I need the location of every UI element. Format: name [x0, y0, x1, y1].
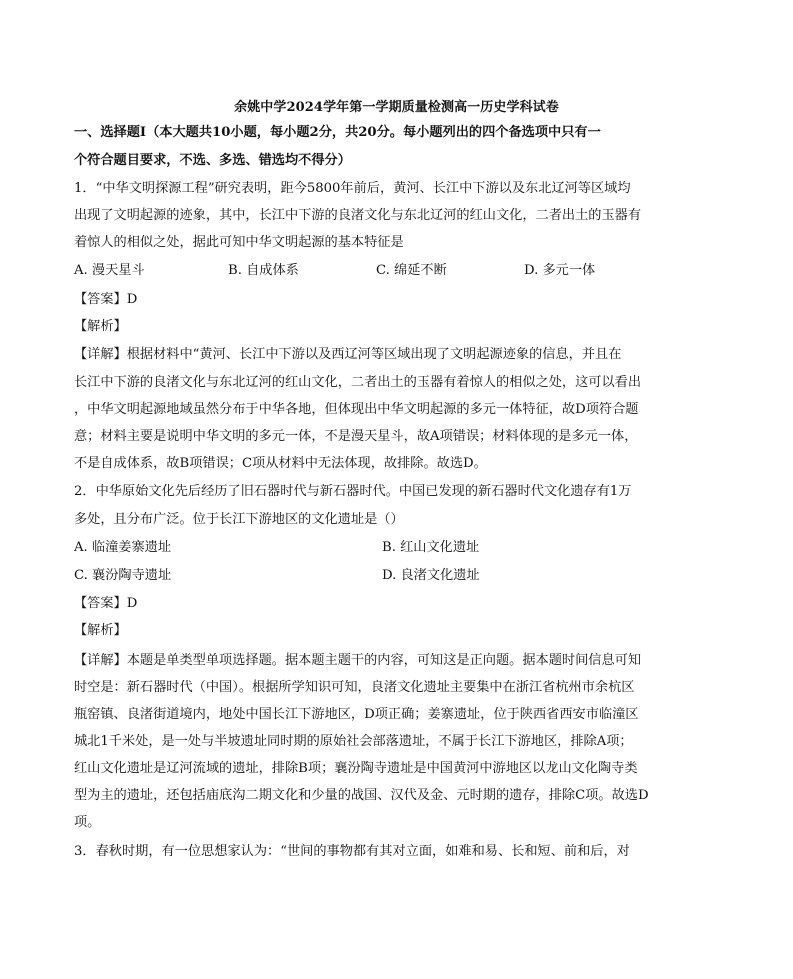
- q2-detail-line-6: 型为主的遗址，还包括庙底沟二期文化和少量的战国、汉代及金、元时期的遗存，排除C项。故选D: [74, 788, 649, 803]
- q2-option-c: C. 襄汾陶寺遗址: [74, 568, 172, 583]
- section-heading-line-2: 个符合题目要求，不选、多选、错选均不得分）: [74, 153, 351, 168]
- q2-detail-line-7: 项。: [74, 815, 101, 830]
- q1-option-a: A. 漫天星斗: [74, 263, 145, 278]
- q1-stem-line-3: 着惊人的相似之处，据此可知中华文明起源的基本特征是: [74, 235, 404, 250]
- q1-option-d: D. 多元一体: [524, 263, 596, 278]
- q1-stem-line-2: 出现了文明起源的迹象，其中，长江中下游的良渚文化与东北辽河的红山文化，二者出土的玉器有: [74, 208, 642, 223]
- q1-detail-line-4: 意；材料主要是说明中华文明的多元一体，不是漫天星斗，故A项错误；材料体现的是多元一体，: [74, 429, 638, 444]
- q2-stem-line-1: 2．中华原始文化先后经历了旧石器时代与新石器时代。中国已发现的新石器时代文化遗存有1万: [74, 484, 632, 499]
- q1-detail-line-2: 长江中下游的良渚文化与东北辽河的红山文化，二者出土的玉器有着惊人的相似之处，这可以看出: [74, 375, 642, 390]
- q1-detail-line-5: 不是自成体系，故B项错误；C项从材料中无法体现，故排除。故选D。: [74, 456, 487, 471]
- q2-option-b: B. 红山文化遗址: [382, 540, 480, 555]
- section-heading-line-1: 一、选择题Ⅰ（本大题共10小题，每小题2分，共20分。每小题列出的四个备选项中只有一: [74, 125, 601, 140]
- q2-detail-line-2: 时空是：新石器时代（中国）。根据所学知识可知，良渚文化遗址主要集中在浙江省杭州市余杭区: [74, 680, 635, 695]
- q1-analysis-label: 【解析】: [74, 319, 127, 334]
- q1-option-c: C. 绵延不断: [376, 263, 447, 278]
- q3-stem-line-1: 3．春秋时期，有一位思想家认为：“世间的事物都有其对立面，如难和易、长和短、前和后，对: [74, 844, 630, 859]
- q1-detail-line-1: 【详解】根据材料中“黄河、长江中下游以及西辽河等区域出现了文明起源迹象的信息，并且在: [74, 347, 622, 362]
- q1-option-b: B. 自成体系: [228, 263, 299, 278]
- q1-answer: 【答案】D: [74, 292, 138, 307]
- q2-detail-line-3: 瓶窑镇、良渚街道境内，地处中国长江下游地区，D项正确；姜寨遗址，位于陕西省西安市临潼区: [74, 707, 639, 722]
- q1-stem-line-1: 1．“中华文明探源工程”研究表明，距今5800年前后，黄河、长江中下游以及东北辽河等区域均: [74, 181, 631, 196]
- q2-detail-line-5: 红山文化遗址是辽河流域的遗址，排除B项；襄汾陶寺遗址是中国黄河中游地区以龙山文化陶寺类: [74, 761, 638, 776]
- q2-answer: 【答案】D: [74, 596, 138, 611]
- q2-detail-line-4: 城北1千米处，是一处与半坡遗址同时期的原始社会部落遗址，不属于长江下游地区，排除A项；: [74, 734, 633, 749]
- q2-detail-line-1: 【详解】本题是单类型单项选择题。据本题主题干的内容，可知这是正向题。据本题时间信息可知: [74, 653, 642, 668]
- q1-detail-line-3: ，中华文明起源地域虽然分布于中华各地，但体现出中华文明起源的多元一体特征，故D项符合题: [74, 402, 639, 417]
- q2-stem-line-2: 多处，且分布广泛。位于长江下游地区的文化遗址是（）: [74, 512, 404, 527]
- page-title: 余姚中学2024学年第一学期质量检测高一历史学科试卷: [234, 100, 559, 115]
- q2-option-a: A. 临潼姜寨遗址: [74, 540, 172, 555]
- q2-option-d: D. 良渚文化遗址: [382, 568, 480, 583]
- q2-analysis-label: 【解析】: [74, 623, 127, 638]
